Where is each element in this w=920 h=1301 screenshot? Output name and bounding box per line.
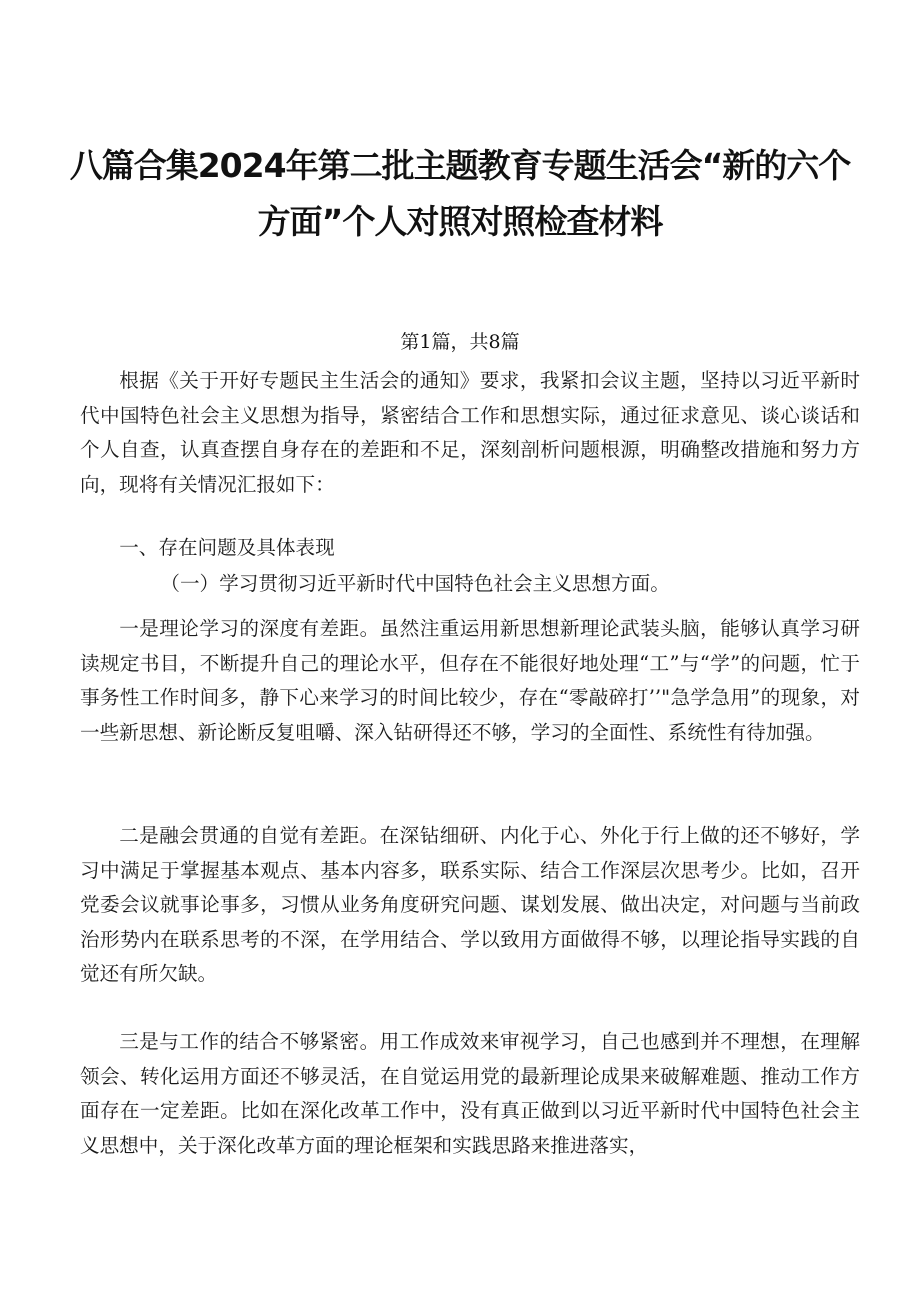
point-three-paragraph: 三是与工作的结合不够紧密。用工作成效来审视学习，自己也感到并不理想，在理解领会、转化运用方面还不够灵活，在自觉运用党的最新理论成果来破解难题、推动工作方面存在一定差距。比如在深化改革工作中，没有真正做到以习近平新时代中国特色社会主义思想中，关于深化改革方面的理论框架和实践思路来推进落实， [80,1030,860,1157]
point-one-paragraph: 一是理论学习的深度有差距。虽然注重运用新思想新理论武装头脑，能够认真学习研读规定书目，不断提升自己的理论水平，但存在不能很好地处理“工”与“学”的问题，忙于事务性工作时间多，静下心来学习的时间比较少，存在“零敲碎打’’"急学急用”的现象，对一些新思想、新论断反复咀嚼、深入钻研得还不够，学习的全面性、系统性有待加强。 [80,617,860,744]
document-title-line2: 方面”个人对照对照检查材料 [257,202,663,241]
document-title-line1: 八篇合集2024年第二批主题教育专题生活会“新的六个 [69,146,851,185]
subsection-heading-1: （一）学习贯彻习近平新时代中国特色社会主义思想方面。 [160,572,670,595]
document-subtitle: 第1篇，共8篇 [400,331,520,353]
point-two-paragraph: 二是融会贯通的自觉有差距。在深钻细研、内化于心、外化于行上做的还不够好，学习中满足于掌握基本观点、基本内容多，联系实际、结合工作深层次思考少。比如，召开党委会议就事论事多，习惯从业务角度研究问题、谋划发展、做出决定，对问题与当前政治形势内在联系思考的不深，在学用结合、学以致用方面做得不够，以理论指导实践的自觉还有所欠缺。 [80,824,860,985]
intro-paragraph: 根据《关于开好专题民主生活会的通知》要求，我紧扣会议主题，坚持以习近平新时代中国特色社会主义思想为指导，紧密结合工作和思想实际，通过征求意见、谈心谈话和个人自查，认真查摆自身存在的差距和不足，深刻剖析问题根源，明确整改措施和努力方向，现将有关情况汇报如下： [80,369,860,496]
section-heading-1: 一、存在问题及具体表现 [119,536,335,559]
